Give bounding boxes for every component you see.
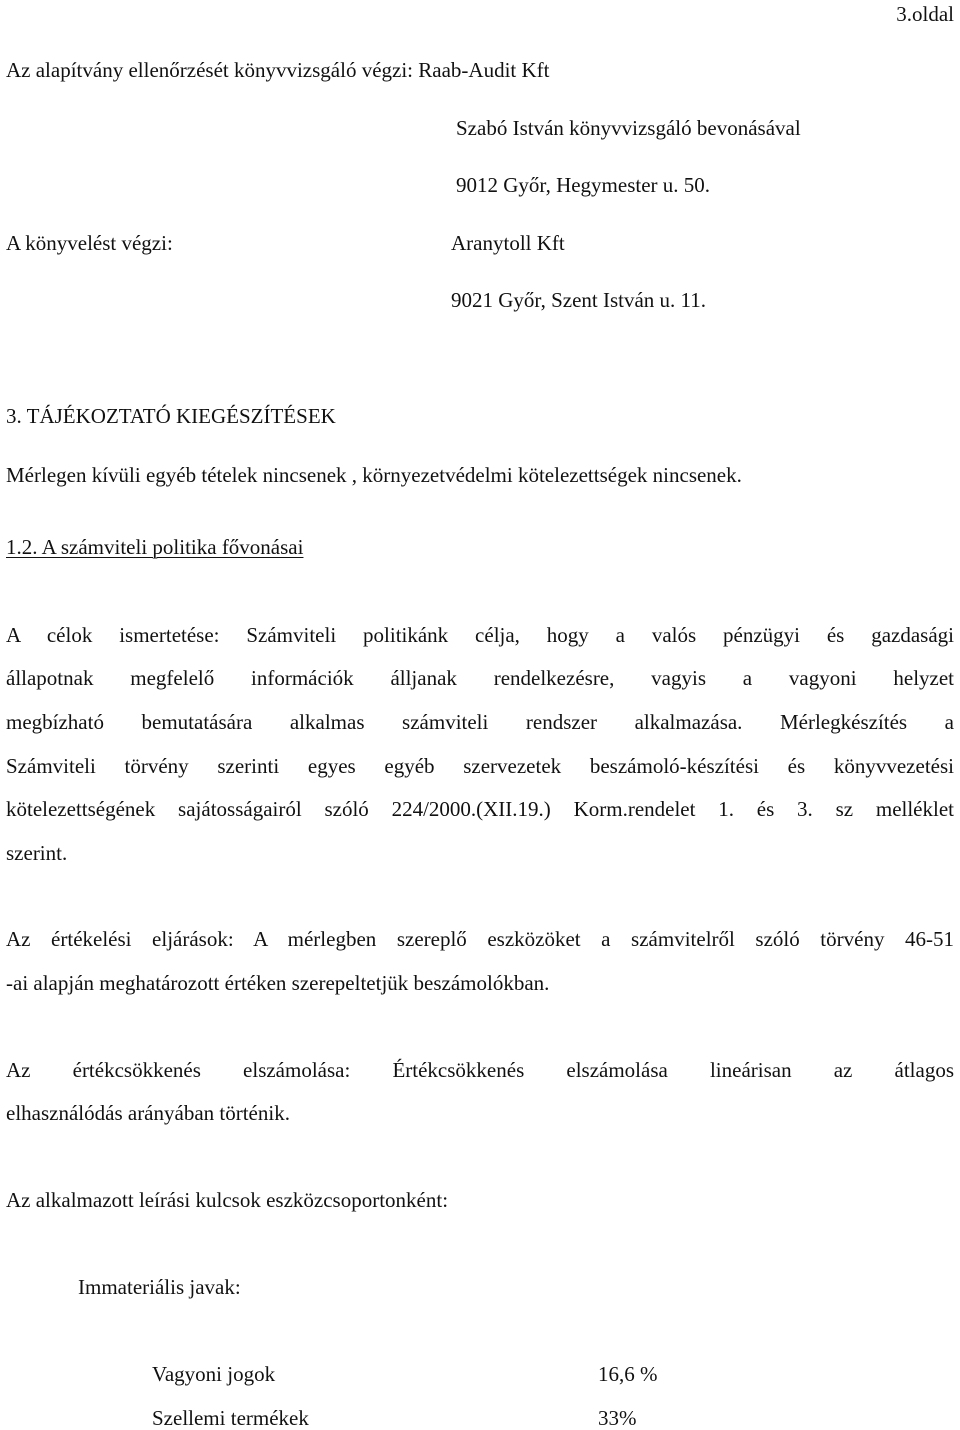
- valuation-line-1: Az értékelési eljárások: A mérlegben szereplő eszközöket a számvitelről szóló törvény 46-51: [6, 927, 954, 951]
- goals-line-5: kötelezettségének sajátosságairól szóló 224/2000.(XII.19.) Korm.rendelet 1. és 3. sz melléklet: [6, 797, 954, 821]
- rate-value: 33%: [598, 1406, 637, 1430]
- goals-line-2: állapotnak megfelelő információk álljanak rendelkezésre, vagyis a vagyoni helyzet: [6, 666, 954, 690]
- rate-value: 16,6 %: [598, 1362, 658, 1386]
- depreciation-keys-intro: Az alkalmazott leírási kulcsok eszközcsoportonként:: [6, 1188, 449, 1212]
- audit-address: 9012 Győr, Hegymester u. 50.: [456, 173, 711, 197]
- intangible-heading: Immateriális javak:: [78, 1275, 241, 1299]
- goals-line-3: megbízható bemutatására alkalmas számviteli rendszer alkalmazása. Mérlegkészítés a: [6, 710, 954, 734]
- audit-label: Az alapítvány ellenőrzését könyvvizsgáló végzi: Raab-Audit Kft: [6, 58, 550, 82]
- bookkeeping-label: A könyvelést végzi:: [6, 231, 173, 255]
- section3-text: Mérlegen kívüli egyéb tételek nincsenek , környezetvédelmi kötelezettségek nincsenek.: [6, 463, 742, 487]
- page-number: 3.oldal: [896, 2, 954, 26]
- rate-name: Szellemi termékek: [152, 1406, 309, 1430]
- goals-line-1: A célok ismertetése: Számviteli politikánk célja, hogy a valós pénzügyi és gazdasági: [6, 623, 954, 647]
- bookkeeping-company: Aranytoll Kft: [451, 231, 565, 255]
- valuation-line-2: -ai alapján meghatározott értéken szerepeltetjük beszámolókban.: [6, 971, 550, 995]
- goals-line-6: szerint.: [6, 841, 68, 865]
- depreciation-line-1: Az értékcsökkenés elszámolása: Értékcsökkenés elszámolása lineárisan az átlagos: [6, 1058, 954, 1082]
- rate-name: Vagyoni jogok: [152, 1362, 276, 1386]
- depreciation-line-2: elhasználódás arányában történik.: [6, 1101, 290, 1125]
- section3-heading: 3. TÁJÉKOZTATÓ KIEGÉSZÍTÉSEK: [6, 404, 336, 428]
- audit-person: Szabó István könyvvizsgáló bevonásával: [456, 116, 801, 140]
- section12-heading: 1.2. A számviteli politika fővonásai: [6, 535, 304, 559]
- bookkeeping-address: 9021 Győr, Szent István u. 11.: [451, 288, 707, 312]
- goals-line-4: Számviteli törvény szerinti egyes egyéb szervezetek beszámoló-készítési és könyvvezetési: [6, 754, 954, 778]
